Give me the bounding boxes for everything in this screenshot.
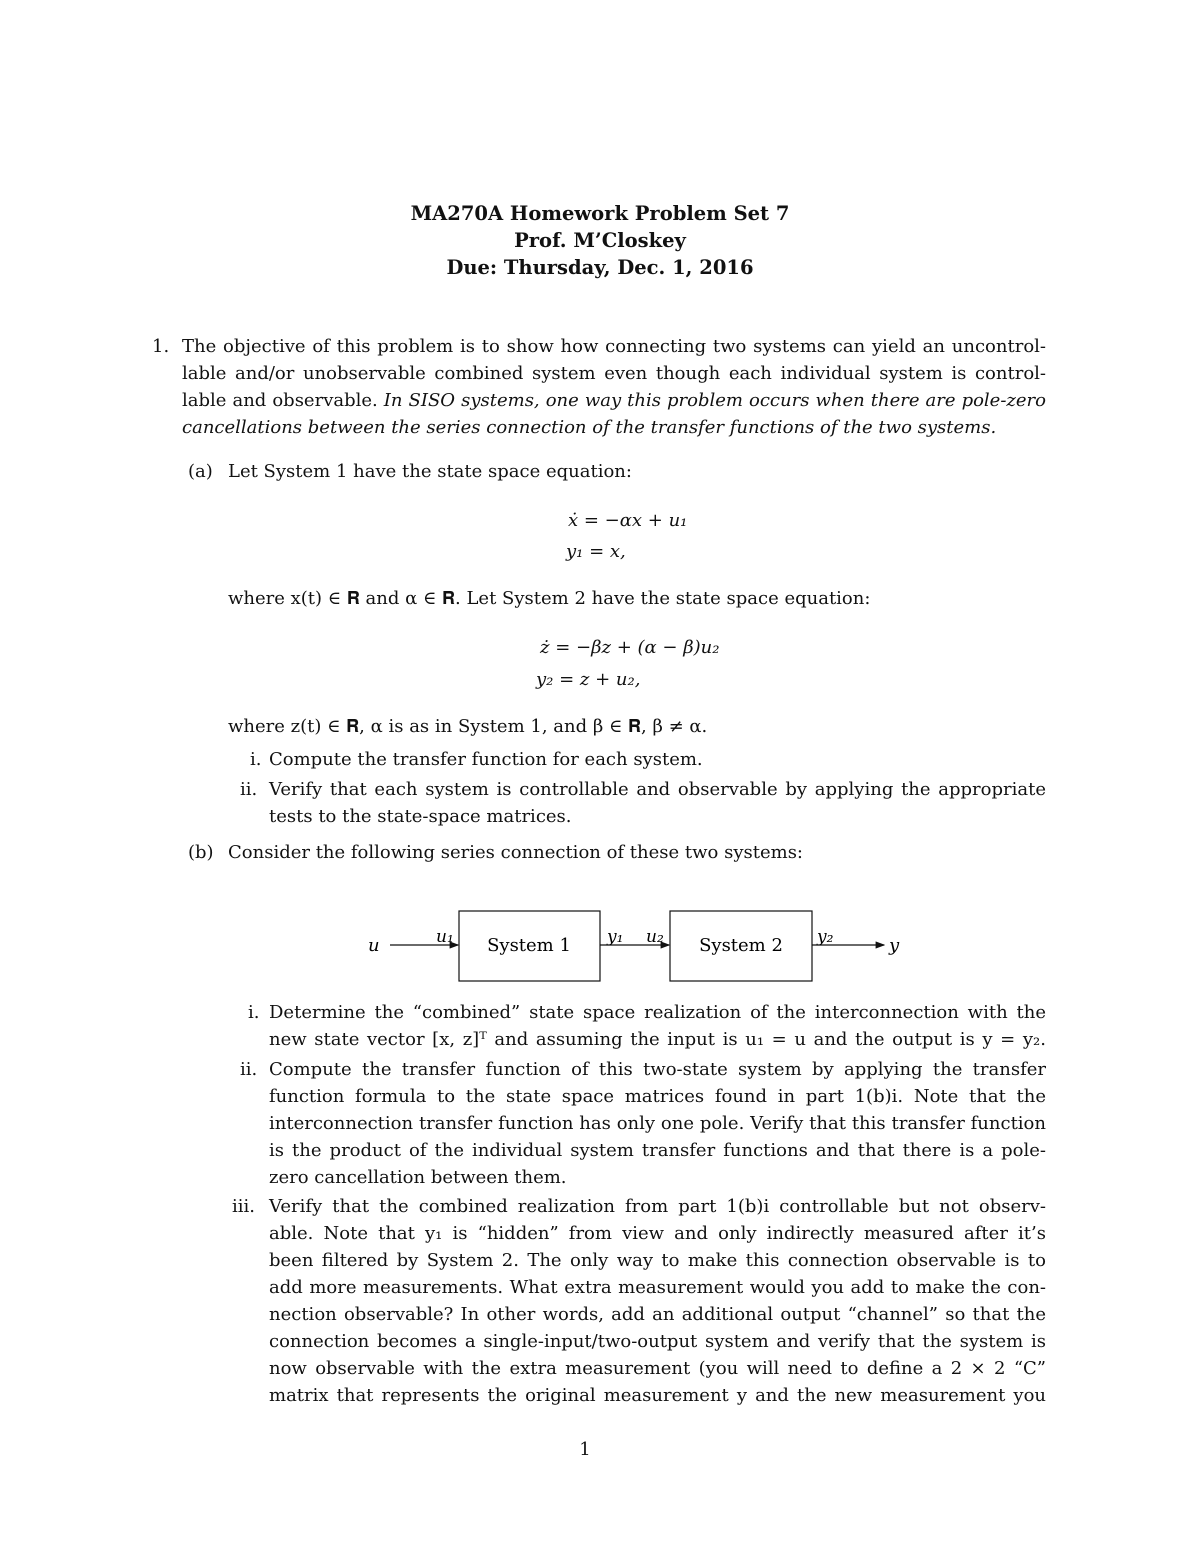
intro-line-3-plain: lable and observable. [182, 390, 378, 411]
sys2-state-equation: ż = −βz + (α − β)u₂ [540, 637, 720, 658]
part-b-item-iii-line-5: nection observable? In other words, add an additional output “channel” so that the [269, 1304, 1046, 1325]
diagram-output-label: y [889, 935, 900, 956]
part-a-text: Let System 1 have the state space equation: [228, 461, 632, 482]
part-b-item-iii-label: iii. [232, 1196, 255, 1217]
part-b-item-ii-label: ii. [240, 1059, 258, 1080]
part-b-item-iii-line-3: been filtered by System 2. The only way to make this connection observable is to [269, 1250, 1046, 1271]
part-b-item-iii-line-2: able. Note that y₁ is “hidden” from view and only indirectly measured after it’s [269, 1223, 1046, 1244]
sys1-output-equation: y₁ = x, [566, 541, 626, 562]
intro-line-1: The objective of this problem is to show how connecting two systems can yield an uncontrol- [182, 336, 1046, 357]
part-b-item-iii-line-7: now observable with the extra measurement (you will need to define a 2 × 2 “C” [269, 1358, 1046, 1379]
part-b-item-iii-line-8: matrix that represents the original measurement y and the new measurement you [269, 1385, 1046, 1406]
part-a-item-ii-label: ii. [240, 779, 258, 800]
part-a-item-i-line-1: Compute the transfer function for each system. [269, 749, 703, 770]
part-b-item-ii-line-3: interconnection transfer function has only one pole. Verify that this transfer function [269, 1113, 1046, 1134]
part-b-item-ii-line-5: zero cancellation between them. [269, 1167, 567, 1188]
part-a-item-ii-line-2: tests to the state-space matrices. [269, 806, 572, 827]
sys1-state-equation: ẋ = −αx + u₁ [568, 510, 688, 531]
part-a-where-2: where z(t) ∈ 𝐑, α is as in System 1, and β ∈ 𝐑, β ≠ α. [228, 716, 708, 737]
diagram-u1-label: u₁ [436, 927, 454, 947]
part-b-item-ii-line-4: is the product of the individual system transfer functions and that there is a pole- [269, 1140, 1046, 1161]
part-b-item-ii-line-2: function formula to the state space matrices found in part 1(b)i. Note that the [269, 1086, 1046, 1107]
part-b-item-iii-line-4: add more measurements. What extra measurement would you add to make the con- [269, 1277, 1046, 1298]
diagram-y2-label: y₂ [817, 927, 834, 947]
part-b-text: Consider the following series connection of these two systems: [228, 842, 803, 863]
document-title: MA270A Homework Problem Set 7 [410, 202, 790, 225]
diagram-u2-label: u₂ [646, 927, 664, 947]
intro-line-3-italic: In SISO systems, one way this problem occurs when there are pole-zero [383, 390, 1046, 411]
part-b-item-i-line-2: new state vector [x, z]ᵀ and assuming the input is u₁ = u and the output is y = y₂. [269, 1029, 1046, 1050]
problem-number: 1. [152, 336, 170, 357]
professor-name: Prof. M’Closkey [514, 229, 686, 252]
intro-line-4: cancellations between the series connection of the transfer functions of the two systems. [182, 417, 997, 438]
due-date: Due: Thursday, Dec. 1, 2016 [446, 256, 754, 279]
part-b-item-iii-line-1: Verify that the combined realization from part 1(b)i controllable but not observ- [269, 1196, 1046, 1217]
part-b-label: (b) [188, 842, 214, 863]
page-number: 1 [579, 1439, 591, 1460]
diagram-y1-label: y₁ [607, 927, 624, 947]
part-a-item-i-label: i. [250, 749, 262, 770]
diagram-input-label: u [368, 935, 380, 956]
sys2-output-equation: y₂ = z + u₂, [536, 669, 641, 690]
part-b-item-i-line-1: Determine the “combined” state space realization of the interconnection with the [269, 1002, 1046, 1023]
part-a-item-ii-line-1: Verify that each system is controllable and observable by applying the appropriate [269, 779, 1046, 800]
part-b-item-ii-line-1: Compute the transfer function of this two-state system by applying the transfer [269, 1059, 1046, 1080]
intro-line-2: lable and/or unobservable combined system even though each individual system is control- [182, 363, 1046, 384]
part-b-item-i-label: i. [248, 1002, 260, 1023]
part-a-where-1: where x(t) ∈ 𝐑 and α ∈ 𝐑. Let System 2 have the state space equation: [228, 588, 871, 609]
part-b-item-iii-line-6: connection becomes a single-input/two-output system and verify that the system is [269, 1331, 1046, 1352]
diagram-system2-label: System 2 [699, 935, 783, 956]
diagram-system1-label: System 1 [487, 935, 571, 956]
part-a-label: (a) [188, 461, 213, 482]
